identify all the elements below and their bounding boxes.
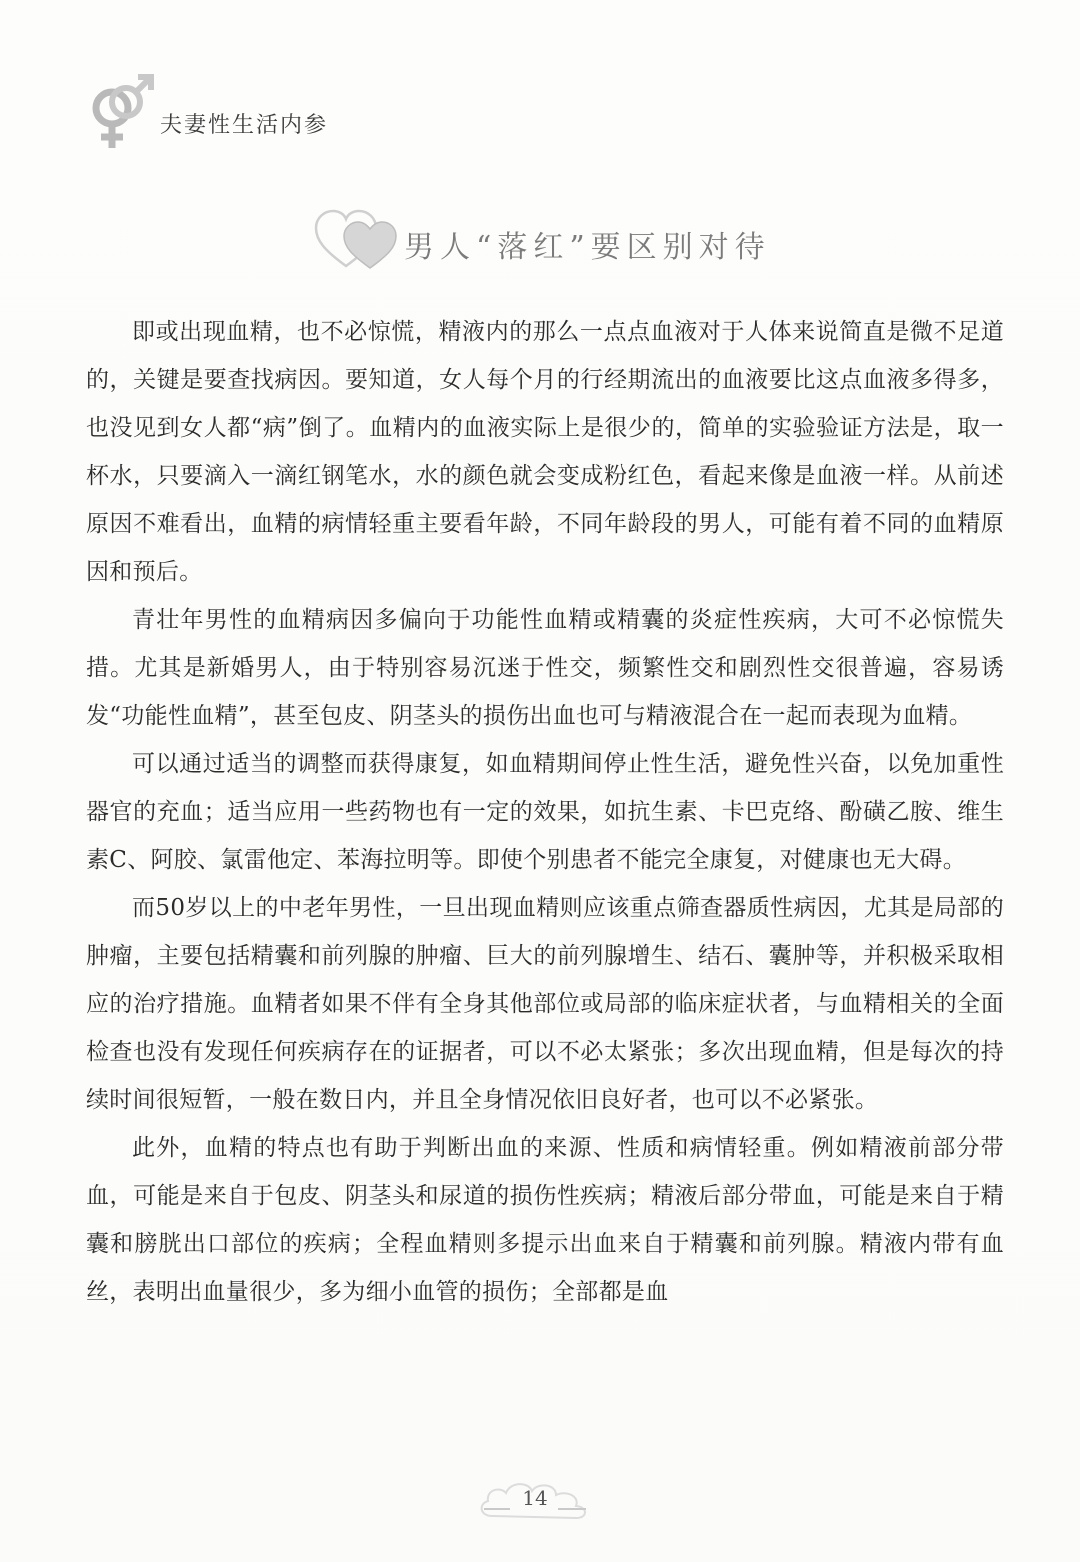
gender-symbol-icon bbox=[86, 72, 162, 152]
paragraph-4: 而50岁以上的中老年男性，一旦出现血精则应该重点筛查器质性病因，尤其是局部的肿瘤，主要包括精囊和前列腺的肿瘤、巨大的前列腺增生、结石、囊肿等，并积极采取相应的治疗措施。血精者如果不伴有全身其他部位或局部的临床症状者，与血精相关的全面检查也没有发现任何疾病存在的证据者，可以不必太紧张；多次出现血精，但是每次的持续时间很短暂，一般在数日内，并且全身情况依旧良好者，也可以不必紧张。 bbox=[86, 895, 1004, 1113]
section-heading bbox=[312, 200, 812, 280]
running-header bbox=[86, 72, 486, 162]
paragraph-1: 即或出现血精，也不必惊慌，精液内的那么一点点血液对于人体来说简直是微不足道的，关键是要查找病因。要知道，女人每个月的行经期流出的血液要比这点血液多得多，也没见到女人都“病”倒了。血精内的血液实际上是很少的，简单的实验验证方法是，取一杯水，只要滴入一滴红钢笔水，水的颜色就会变成粉红色，看起来像是血液一样。从前述原因不难看出，血精的病情轻重主要看年龄，不同年龄段的男人，可能有着不同的血精原因和预后。 bbox=[86, 319, 1004, 585]
paragraph-2: 青壮年男性的血精病因多偏向于功能性血精或精囊的炎症性疾病，大可不必惊慌失措。尤其是新婚男人，由于特别容易沉迷于性交，频繁性交和剧烈性交很普遍，容易诱发“功能性血精”，甚至包皮、阴茎头的损伤出血也可与精液混合在一起而表现为血精。 bbox=[86, 607, 1004, 729]
page-number: 14 bbox=[522, 1486, 548, 1510]
book-title: 夫妻性生活内参 bbox=[160, 113, 329, 138]
hearts-icon bbox=[312, 204, 402, 274]
section-title: 男人“落红”要区别对待 bbox=[404, 230, 771, 265]
article-body bbox=[86, 308, 1004, 1316]
paragraph-5: 此外，血精的特点也有助于判断出血的来源、性质和病情轻重。例如精液前部分带血，可能是来自于包皮、阴茎头和尿道的损伤性疾病；精液后部分带血，可能是来自于精囊和膀胱出口部位的疾病；全程血精则多提示出血来自于精囊和前列腺。精液内带有血丝，表明出血量很少，多为细小血管的损伤；全部都是血 bbox=[86, 1135, 1004, 1305]
paragraph-3: 可以通过适当的调整而获得康复，如血精期间停止性生活，避免性兴奋，以免加重性器官的充血；适当应用一些药物也有一定的效果，如抗生素、卡巴克络、酚磺乙胺、维生素C、阿胶、氯雷他定、苯海拉明等。即使个别患者不能完全康复，对健康也无大碍。 bbox=[86, 751, 1004, 873]
page-footer bbox=[470, 1476, 600, 1526]
